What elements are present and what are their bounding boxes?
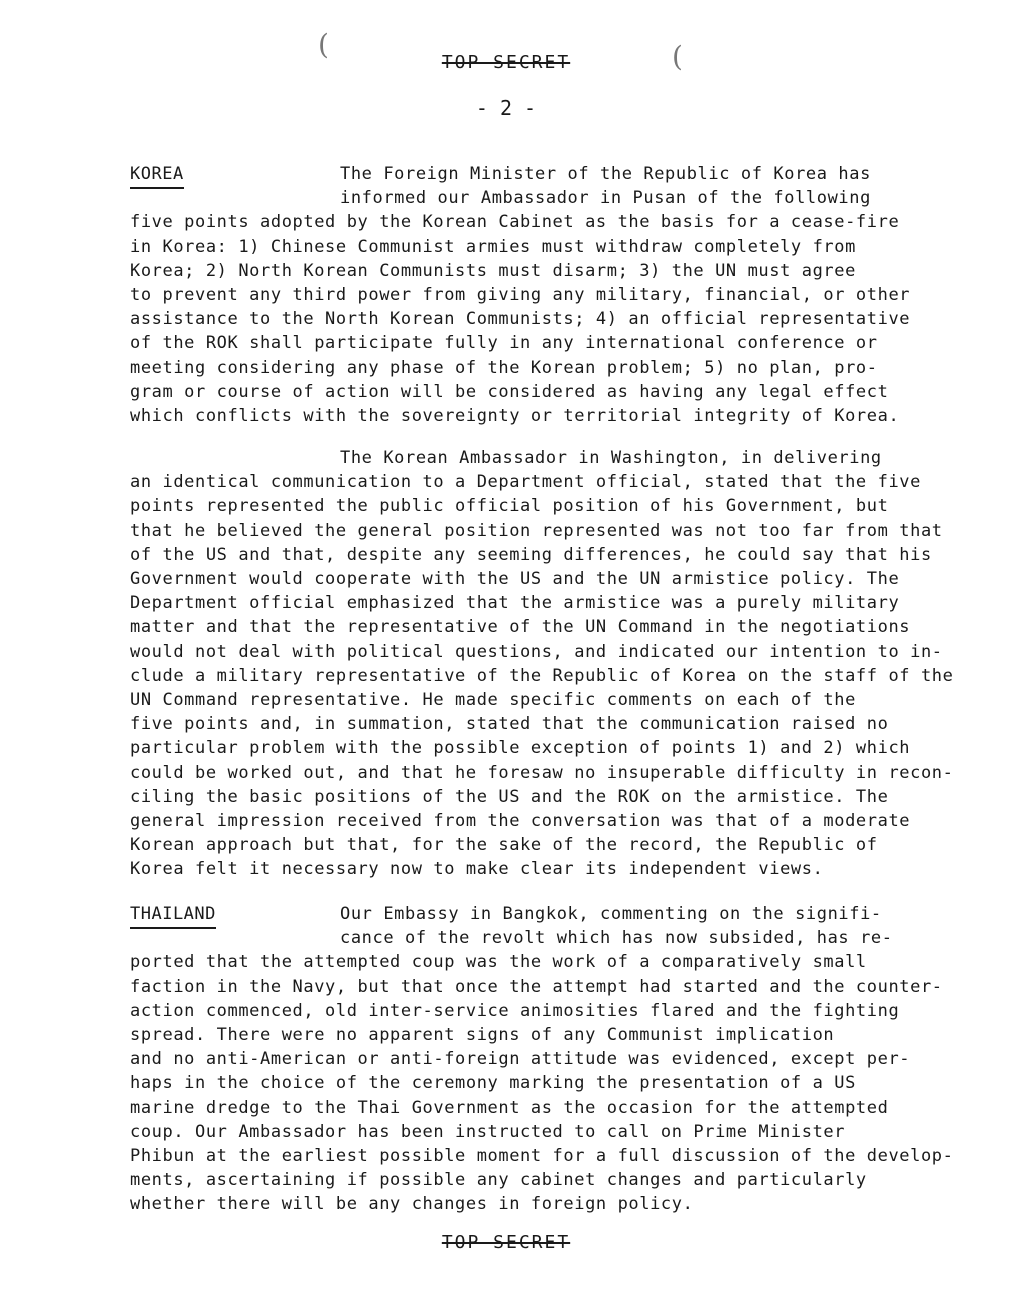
text-line: meeting considering any phase of the Korean problem; 5) no plan, pro-	[130, 357, 878, 378]
text-line: Korea felt it necessary now to make clear its independent views.	[130, 859, 824, 880]
text-line: Korea; 2) North Korean Communists must disarm; 3) the UN must agree	[130, 260, 856, 281]
korea-paragraph-1	[130, 162, 960, 428]
section-heading-korea: KOREA	[130, 164, 184, 189]
text-line: Government would cooperate with the US and the UN armistice policy. The	[130, 569, 900, 590]
text-line: coup. Our Ambassador has been instructed to call on Prime Minister	[130, 1121, 846, 1142]
text-line: marine dredge to the Thai Government as the occasion for the attempted	[130, 1097, 889, 1118]
text-line: cance of the revolt which has now subsided, has re-	[340, 928, 893, 949]
text-line: of the US and that, despite any seeming differences, he could say that his	[130, 544, 932, 565]
text-line: Korean approach but that, for the sake of the record, the Republic of	[130, 835, 878, 856]
text-line: in Korea: 1) Chinese Communist armies must withdraw completely from	[130, 236, 856, 257]
text-line: spread. There were no apparent signs of any Communist implication	[130, 1025, 835, 1046]
margin-mark-left: (	[318, 28, 329, 61]
classification-footer: TOP SECRET	[441, 1232, 571, 1253]
text-line: five points and, in summation, stated that the communication raised no	[130, 714, 889, 735]
section-heading-thailand: THAILAND	[130, 904, 216, 929]
text-line: The Foreign Minister of the Republic of Korea has	[340, 164, 871, 184]
text-line: gram or course of action will be considered as having any legal effect	[130, 381, 889, 402]
text-line: informed our Ambassador in Pusan of the following	[340, 188, 871, 209]
section-korea	[130, 162, 960, 428]
text-line: matter and that the representative of the UN Command in the negotiations	[130, 617, 911, 638]
text-line: faction in the Navy, but that once the attempt had started and the counter-	[130, 976, 943, 997]
text-line: Our Embassy in Bangkok, commenting on the signifi-	[340, 904, 882, 924]
text-line: could be worked out, and that he foresaw no insuperable difficulty in recon-	[130, 762, 954, 783]
page-number: - 2 -	[475, 96, 537, 120]
text-line: an identical communication to a Department official, stated that the five	[130, 472, 921, 493]
text-line: and no anti-American or anti-foreign attitude was evidenced, except per-	[130, 1049, 911, 1070]
text-line: whether there will be any changes in foreign policy.	[130, 1194, 694, 1215]
text-line: Phibun at the earliest possible moment for a full discussion of the develop-	[130, 1146, 954, 1167]
text-line: particular problem with the possible exception of points 1) and 2) which	[130, 738, 911, 759]
text-line: to prevent any third power from giving any military, financial, or other	[130, 285, 911, 306]
section-thailand	[130, 902, 960, 1217]
text-line: ported that the attempted coup was the work of a comparatively small	[130, 952, 867, 973]
classification-header: TOP SECRET	[441, 52, 571, 73]
text-line: would not deal with political questions, and indicated our intention to in-	[130, 641, 943, 662]
text-line: five points adopted by the Korean Cabinet as the basis for a cease-fire	[130, 212, 900, 233]
margin-mark-right: (	[672, 40, 683, 73]
text-line: of the ROK shall participate fully in any international conference or	[130, 333, 878, 354]
text-line: haps in the choice of the ceremony marking the presentation of a US	[130, 1073, 856, 1094]
text-line: The Korean Ambassador in Washington, in delivering	[340, 448, 882, 468]
text-line: points represented the public official position of his Government, but	[130, 496, 889, 517]
text-line: ments, ascertaining if possible any cabinet changes and particularly	[130, 1170, 867, 1191]
text-line: that he believed the general position represented was not too far from that	[130, 520, 943, 541]
text-line: which conflicts with the sovereignty or territorial integrity of Korea.	[130, 406, 900, 427]
text-line: clude a military representative of the Republic of Korea on the staff of the	[130, 665, 954, 686]
korea-paragraph-2	[130, 446, 960, 882]
text-line: UN Command representative. He made specific comments on each of the	[130, 690, 856, 711]
text-line: Department official emphasized that the armistice was a purely military	[130, 593, 900, 614]
text-line: assistance to the North Korean Communists; 4) an official representative	[130, 309, 911, 330]
text-line: ciling the basic positions of the US and the ROK on the armistice. The	[130, 786, 889, 807]
text-line: action commenced, old inter-service animosities flared and the fighting	[130, 1000, 900, 1021]
text-line: general impression received from the conversation was that of a moderate	[130, 811, 911, 832]
